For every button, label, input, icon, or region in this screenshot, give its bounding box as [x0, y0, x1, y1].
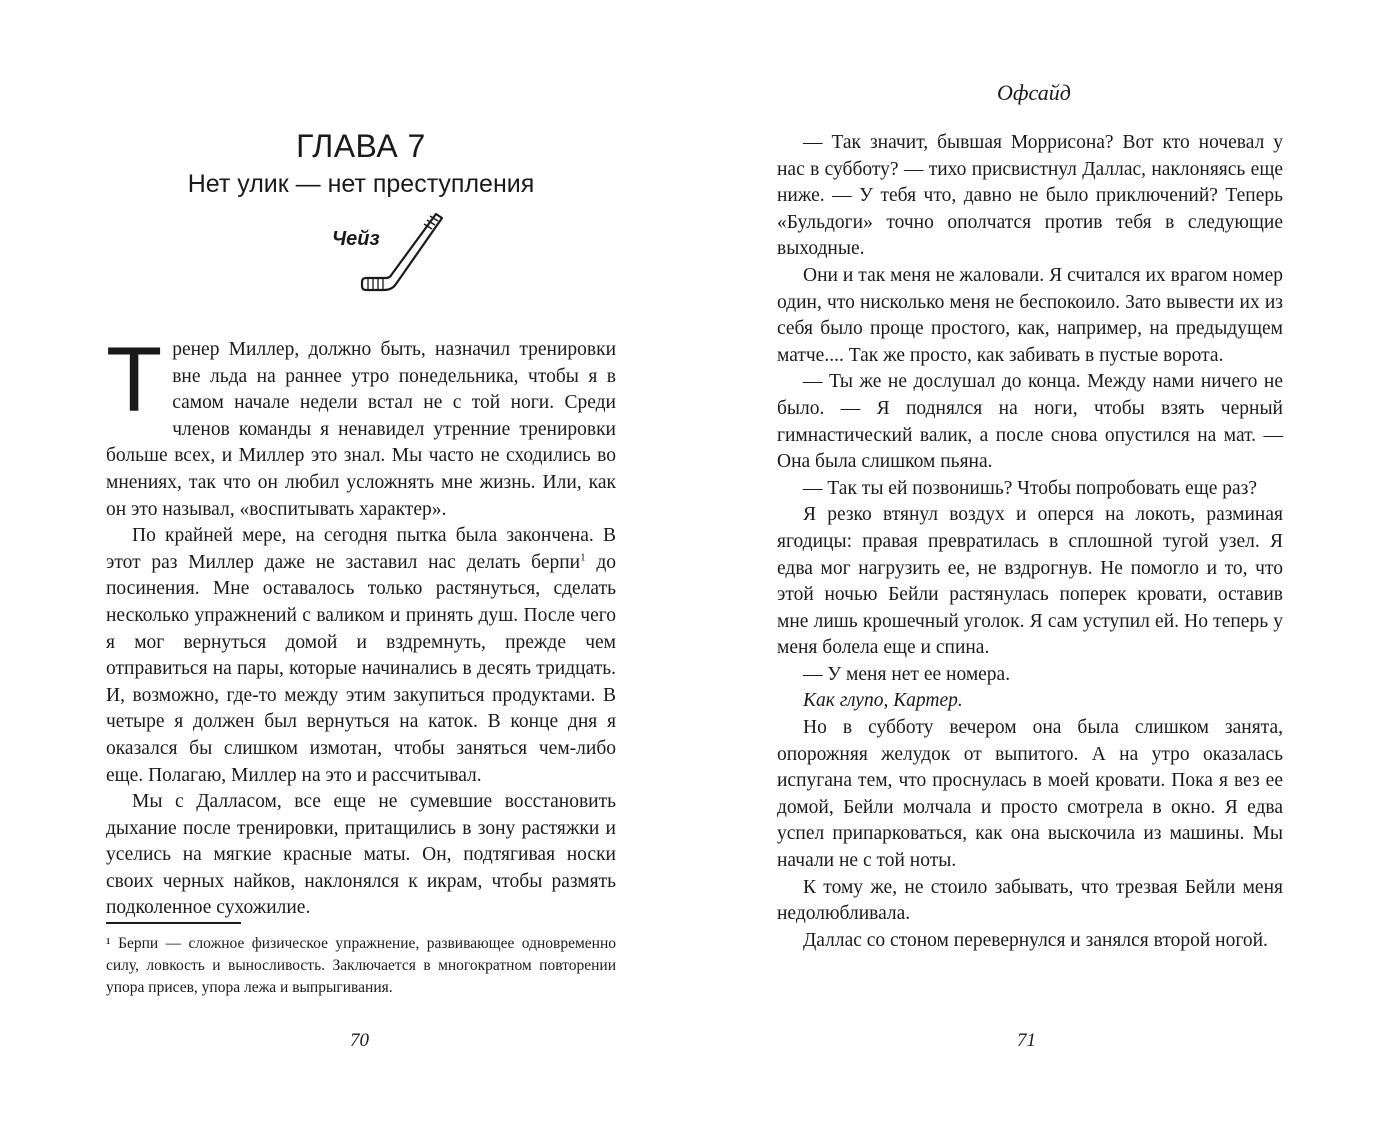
paragraph: Я резко втянул воздух и оперся на локоть, разминая ягодицы: правая превратилась в сплошной тугой узел. Я едва мог нагрузить ее, не вздрогнув. Не помогло и то, что этой ночью Бейли растянулась поперек кровати, оставив мне лишь крошечный уголок. Я сам уступил ей. Но теперь у меня болела еще и спина.: [777, 504, 1283, 659]
footnote: ¹ Берпи — сложное физическое упражнение, развивающее одновременно силу, ловкость и выносливость. Заключается в многократном повторении упора присев, упора лежа и выпрыгивания.: [106, 935, 616, 996]
paragraph: Но в субботу вечером она была слишком занята, опорожняя желудок от выпитого. А на утро оказалась испугана тем, что проснулась в моей кровати. Пока я вез ее домой, Бейли молчала и просто смотрела в окно. Я едва успел припарковаться, как она выскочила из машины. Мы начали не с той ноты.: [777, 717, 1283, 872]
pov-character-name: Чейз: [332, 228, 380, 250]
paragraph: Даллас со стоном перевернулся и занялся второй ногой.: [803, 929, 1268, 951]
paragraph-text: до посинения. Мне оставалось только растянуться, сделать несколько упражнений с валиком и принять душ. После чего я мог вернуться домой и вздремнуть, прежде чем отправиться на пары, которые начинались в десять тридцать. И, возможно, где-то между этим закупиться продуктами. В четыре я должен был вернуться на каток. В конце дня я оказался бы слишком измотан, чтобы заняться чем-либо еще. Полагаю, Миллер на это и рассчитывал.: [106, 551, 617, 786]
paragraph-text: Мы с Далласом, все еще не сумевшие восстановить дыхание после тренировки, притащились в зону растяжки и уселись на мягкие красные маты. Он, подтягивая носки своих черных найков, наклонялся к икрам, чтобы размять подколенное сухожилие.: [106, 791, 616, 919]
footnote-divider: [106, 922, 241, 924]
running-head: Офсайд: [997, 80, 1071, 105]
paragraph-text: По крайней мере, на сегодня пытка была закончена. В этот раз Миллер даже не заставил нас делать берпи: [106, 525, 616, 573]
paragraph: [106, 329, 616, 523]
page-number: 71: [1017, 1030, 1036, 1051]
paragraph-italic: Как глупо, Картер.: [803, 690, 963, 712]
paragraph: — Так ты ей позвонишь? Чтобы попробовать еще раз?: [803, 477, 1258, 499]
paragraph: Они и так меня не жаловали. Я считался их врагом номер один, что нисколько меня не беспокоило. Зато вывести их из себя было проще простого, как, например, на предыдущем матче.... Так же просто, как забивать в пустые ворота.: [777, 264, 1283, 366]
paragraph: — У меня нет ее номера.: [803, 663, 1011, 685]
paragraph: — Ты же не дослушал до конца. Между нами ничего не было. — Я поднялся на ноги, чтобы взять черный гимнастический валик, а после снова опустился на мат. — Она была слишком пьяна.: [777, 371, 1283, 473]
paragraph: — Так значит, бывшая Моррисона? Вот кто ночевал у нас в субботу? — тихо присвистнул Даллас, наклоняясь еще ниже. — У тебя что, давно не было приключений? Теперь «Бульдоги» точно ополчатся против тебя в следующие выходные.: [777, 132, 1283, 260]
paragraph-text: ренер Миллер, должно быть, назначил тренировки вне льда на раннее утро понедельника, чтобы я в самом начале недели встал не с той ноги. Среди членов команды я ненавидел утренние тренировки больше всех, и Миллер это знал. Мы часто не сходились во мнениях, так что он любил усложнять мне жизнь. Или, как он это называл, «воспитывать характер».: [106, 339, 616, 520]
footnote-reference[interactable]: 1: [580, 551, 586, 564]
right-body-text: [777, 130, 1283, 954]
drop-cap: Т: [106, 329, 163, 431]
paragraph: [106, 523, 616, 789]
page-number: 70: [350, 1030, 369, 1051]
hockey-stick-icon: [360, 208, 450, 300]
pov-header: [320, 208, 460, 300]
chapter-subtitle: Нет улик — нет преступления: [187, 170, 535, 198]
paragraph: [106, 789, 616, 922]
right-page: [697, 0, 1394, 1125]
chapter-title: ГЛАВА 7: [296, 128, 426, 164]
paragraph: К тому же, не стоило забывать, что трезвая Бейли меня недолюбливала.: [777, 876, 1283, 925]
left-body-text: [106, 329, 617, 922]
